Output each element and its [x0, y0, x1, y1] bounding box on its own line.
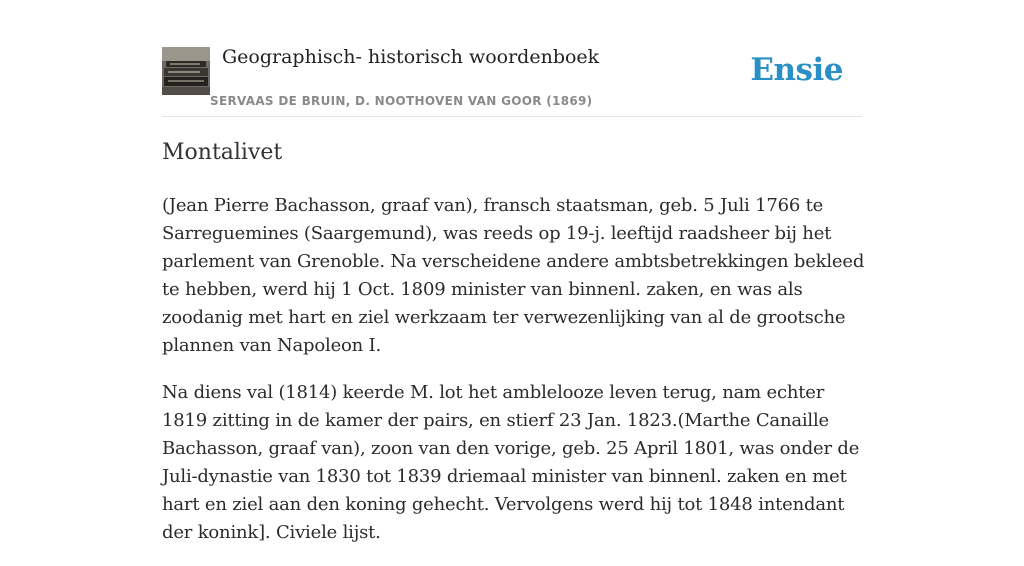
book-spines-icon	[162, 47, 210, 95]
article-body	[162, 192, 867, 566]
book-cover-avatar[interactable]	[162, 47, 210, 95]
article-paragraph: Na diens val (1814) keerde M. lot het amblelooze leven terug, nam echter 1819 zitting in de kamer der pairs, en stierf 23 Jan. 1823.(Marthe Canaille Bachasson, graaf van), zoon van den vorige, geb. 25 April 1801, was onder de Juli-dynastie van 1830 tot 1839 driemaal minister van binnenl. zaken en met hart en ziel aan den koning gehecht. Vervolgens werd hij tot 1848 intendant der konink]. Civiele lijst.	[162, 382, 860, 543]
article-paragraph: (Jean Pierre Bachasson, graaf van), fransch staatsman, geb. 5 Juli 1766 te Sarreguemines (Saargemund), was reeds op 19-j. leeftijd raadsheer bij het parlement van Grenoble. Na verscheidene andere ambtsbetrekkingen bekleed te hebben, werd hij 1 Oct. 1809 minister van binnenl. zaken, en was als zoodanig met hart en ziel werkzaam ter verwezenlijking van al de grootsche plannen van Napoleon I.	[162, 195, 865, 356]
book-title[interactable]: Geographisch- historisch woordenboek	[222, 46, 600, 68]
ensie-logo[interactable]: Ensie	[750, 52, 843, 88]
article-title: Montalivet	[162, 140, 283, 165]
book-author: SERVAAS DE BRUIN, D. NOOTHOVEN VAN GOOR (1869)	[210, 94, 593, 108]
book-header	[162, 0, 862, 117]
